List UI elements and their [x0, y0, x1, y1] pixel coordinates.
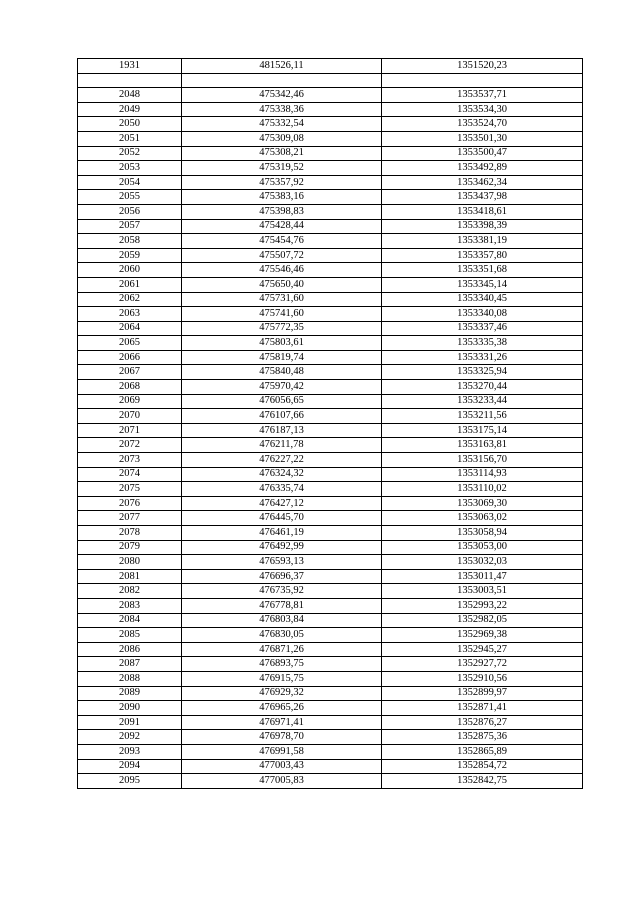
- table-row: [78, 131, 583, 146]
- y-coordinate-cell: 1353175,14: [382, 423, 583, 438]
- table-row: [78, 744, 583, 759]
- coordinates-table-body: [78, 59, 583, 789]
- table-row: [78, 598, 583, 613]
- x-coordinate-cell: 476593,13: [182, 555, 382, 570]
- table-row: [78, 540, 583, 555]
- x-coordinate-cell: 475332,54: [182, 117, 382, 132]
- x-coordinate-cell: 475803,61: [182, 336, 382, 351]
- y-coordinate-cell: 1353345,14: [382, 277, 583, 292]
- y-coordinate-cell: 1353534,30: [382, 102, 583, 117]
- x-coordinate-cell: 476991,58: [182, 744, 382, 759]
- y-coordinate-cell: 1353351,68: [382, 263, 583, 278]
- y-coordinate-cell: 1353418,61: [382, 204, 583, 219]
- table-row: [78, 467, 583, 482]
- point-number-cell: 2084: [78, 613, 182, 628]
- point-number-cell: 2051: [78, 131, 182, 146]
- x-coordinate-cell: 476778,81: [182, 598, 382, 613]
- table-row: [78, 453, 583, 468]
- x-coordinate-cell: 475428,44: [182, 219, 382, 234]
- table-row: [78, 438, 583, 453]
- y-coordinate-cell: 1353058,94: [382, 526, 583, 541]
- table-row: [78, 628, 583, 643]
- point-number-cell: 2068: [78, 380, 182, 395]
- y-coordinate-cell: 1353069,30: [382, 496, 583, 511]
- x-coordinate-cell: 476830,05: [182, 628, 382, 643]
- table-row: [78, 365, 583, 380]
- table-row: [78, 204, 583, 219]
- x-coordinate-cell: 477003,43: [182, 759, 382, 774]
- point-number-cell: 2083: [78, 598, 182, 613]
- y-coordinate-cell: 1353398,39: [382, 219, 583, 234]
- y-coordinate-cell: 1353381,19: [382, 234, 583, 249]
- x-coordinate-cell: 475741,60: [182, 307, 382, 322]
- x-coordinate-cell: 475357,92: [182, 175, 382, 190]
- table-row: [78, 307, 583, 322]
- y-coordinate-cell: 1352865,89: [382, 744, 583, 759]
- point-number-cell: 2073: [78, 453, 182, 468]
- y-coordinate-cell: 1353500,47: [382, 146, 583, 161]
- x-coordinate-cell: 476915,75: [182, 671, 382, 686]
- point-number-cell: 2066: [78, 350, 182, 365]
- point-number-cell: 2067: [78, 365, 182, 380]
- table-row: [78, 715, 583, 730]
- y-coordinate-cell: 1353357,80: [382, 248, 583, 263]
- x-coordinate-cell: 476461,19: [182, 526, 382, 541]
- x-coordinate-cell: 475546,46: [182, 263, 382, 278]
- table-row: [78, 336, 583, 351]
- table-row: [78, 496, 583, 511]
- table-row: [78, 161, 583, 176]
- table-row: [78, 774, 583, 789]
- point-number-cell: 2055: [78, 190, 182, 205]
- table-row: [78, 234, 583, 249]
- x-coordinate-cell: 475319,52: [182, 161, 382, 176]
- y-coordinate-cell: 1353437,98: [382, 190, 583, 205]
- y-coordinate-cell: 1352910,56: [382, 671, 583, 686]
- point-number-cell: 2065: [78, 336, 182, 351]
- y-coordinate-cell: [382, 73, 583, 88]
- y-coordinate-cell: 1353337,46: [382, 321, 583, 336]
- table-row: [78, 117, 583, 132]
- x-coordinate-cell: 476735,92: [182, 584, 382, 599]
- x-coordinate-cell: 481526,11: [182, 59, 382, 74]
- table-row: [78, 584, 583, 599]
- table-row: [78, 59, 583, 74]
- y-coordinate-cell: 1353063,02: [382, 511, 583, 526]
- y-coordinate-cell: 1352993,22: [382, 598, 583, 613]
- point-number-cell: 2094: [78, 759, 182, 774]
- table-row: [78, 380, 583, 395]
- point-number-cell: [78, 73, 182, 88]
- table-row: [78, 350, 583, 365]
- y-coordinate-cell: 1352875,36: [382, 730, 583, 745]
- x-coordinate-cell: 476871,26: [182, 642, 382, 657]
- x-coordinate-cell: 476056,65: [182, 394, 382, 409]
- table-row: [78, 642, 583, 657]
- table-row: [78, 321, 583, 336]
- y-coordinate-cell: 1353156,70: [382, 453, 583, 468]
- x-coordinate-cell: 476324,32: [182, 467, 382, 482]
- y-coordinate-cell: 1352854,72: [382, 759, 583, 774]
- table-row: [78, 146, 583, 161]
- x-coordinate-cell: 475383,16: [182, 190, 382, 205]
- table-row: [78, 686, 583, 701]
- x-coordinate-cell: 476696,37: [182, 569, 382, 584]
- y-coordinate-cell: 1353537,71: [382, 88, 583, 103]
- point-number-cell: 2059: [78, 248, 182, 263]
- y-coordinate-cell: 1353462,34: [382, 175, 583, 190]
- point-number-cell: 2081: [78, 569, 182, 584]
- point-number-cell: 2077: [78, 511, 182, 526]
- x-coordinate-cell: 475650,40: [182, 277, 382, 292]
- x-coordinate-cell: [182, 73, 382, 88]
- table-row: [78, 511, 583, 526]
- point-number-cell: 2048: [78, 88, 182, 103]
- x-coordinate-cell: 476427,12: [182, 496, 382, 511]
- point-number-cell: 2058: [78, 234, 182, 249]
- point-number-cell: 2069: [78, 394, 182, 409]
- y-coordinate-cell: 1352871,41: [382, 701, 583, 716]
- table-row: [78, 657, 583, 672]
- table-row: [78, 526, 583, 541]
- x-coordinate-cell: 475398,83: [182, 204, 382, 219]
- x-coordinate-cell: 476445,70: [182, 511, 382, 526]
- point-number-cell: 2062: [78, 292, 182, 307]
- y-coordinate-cell: 1352899,97: [382, 686, 583, 701]
- point-number-cell: 2075: [78, 482, 182, 497]
- point-number-cell: 2064: [78, 321, 182, 336]
- x-coordinate-cell: 476211,78: [182, 438, 382, 453]
- point-number-cell: 2060: [78, 263, 182, 278]
- x-coordinate-cell: 475840,48: [182, 365, 382, 380]
- y-coordinate-cell: 1352969,38: [382, 628, 583, 643]
- point-number-cell: 2080: [78, 555, 182, 570]
- y-coordinate-cell: 1353335,38: [382, 336, 583, 351]
- point-number-cell: 2071: [78, 423, 182, 438]
- point-number-cell: 2089: [78, 686, 182, 701]
- y-coordinate-cell: 1353524,70: [382, 117, 583, 132]
- y-coordinate-cell: 1353114,93: [382, 467, 583, 482]
- table-row: [78, 190, 583, 205]
- point-number-cell: 2086: [78, 642, 182, 657]
- y-coordinate-cell: 1353340,45: [382, 292, 583, 307]
- table-row: [78, 482, 583, 497]
- x-coordinate-cell: 476893,75: [182, 657, 382, 672]
- table-row: [78, 175, 583, 190]
- x-coordinate-cell: 476978,70: [182, 730, 382, 745]
- table-row: [78, 88, 583, 103]
- point-number-cell: 2090: [78, 701, 182, 716]
- point-number-cell: 2061: [78, 277, 182, 292]
- x-coordinate-cell: 475454,76: [182, 234, 382, 249]
- x-coordinate-cell: 475309,08: [182, 131, 382, 146]
- x-coordinate-cell: 476335,74: [182, 482, 382, 497]
- table-row: [78, 423, 583, 438]
- y-coordinate-cell: 1351520,23: [382, 59, 583, 74]
- table-row: [78, 394, 583, 409]
- x-coordinate-cell: 475970,42: [182, 380, 382, 395]
- point-number-cell: 2050: [78, 117, 182, 132]
- point-number-cell: 2088: [78, 671, 182, 686]
- x-coordinate-cell: 476929,32: [182, 686, 382, 701]
- table-row: [78, 277, 583, 292]
- coordinates-table: [77, 58, 583, 789]
- point-number-cell: 2095: [78, 774, 182, 789]
- y-coordinate-cell: 1353011,47: [382, 569, 583, 584]
- y-coordinate-cell: 1353233,44: [382, 394, 583, 409]
- point-number-cell: 2072: [78, 438, 182, 453]
- y-coordinate-cell: 1353492,89: [382, 161, 583, 176]
- x-coordinate-cell: 475338,36: [182, 102, 382, 117]
- point-number-cell: 2056: [78, 204, 182, 219]
- table-row: [78, 613, 583, 628]
- point-number-cell: 2074: [78, 467, 182, 482]
- y-coordinate-cell: 1352945,27: [382, 642, 583, 657]
- x-coordinate-cell: 476803,84: [182, 613, 382, 628]
- point-number-cell: 2049: [78, 102, 182, 117]
- x-coordinate-cell: 476227,22: [182, 453, 382, 468]
- y-coordinate-cell: 1353501,30: [382, 131, 583, 146]
- table-row: [78, 730, 583, 745]
- point-number-cell: 2087: [78, 657, 182, 672]
- x-coordinate-cell: 476187,13: [182, 423, 382, 438]
- table-row: [78, 671, 583, 686]
- table-row: [78, 555, 583, 570]
- point-number-cell: 2063: [78, 307, 182, 322]
- y-coordinate-cell: 1352876,27: [382, 715, 583, 730]
- point-number-cell: 2082: [78, 584, 182, 599]
- point-number-cell: 2057: [78, 219, 182, 234]
- point-number-cell: 1931: [78, 59, 182, 74]
- y-coordinate-cell: 1353053,00: [382, 540, 583, 555]
- point-number-cell: 2054: [78, 175, 182, 190]
- x-coordinate-cell: 477005,83: [182, 774, 382, 789]
- y-coordinate-cell: 1353270,44: [382, 380, 583, 395]
- point-number-cell: 2091: [78, 715, 182, 730]
- y-coordinate-cell: 1352982,05: [382, 613, 583, 628]
- x-coordinate-cell: 476107,66: [182, 409, 382, 424]
- x-coordinate-cell: 476971,41: [182, 715, 382, 730]
- y-coordinate-cell: 1352927,72: [382, 657, 583, 672]
- table-row: [78, 263, 583, 278]
- y-coordinate-cell: 1353110,02: [382, 482, 583, 497]
- table-row: [78, 292, 583, 307]
- point-number-cell: 2085: [78, 628, 182, 643]
- y-coordinate-cell: 1353003,51: [382, 584, 583, 599]
- x-coordinate-cell: 475342,46: [182, 88, 382, 103]
- point-number-cell: 2093: [78, 744, 182, 759]
- point-number-cell: 2070: [78, 409, 182, 424]
- y-coordinate-cell: 1353032,03: [382, 555, 583, 570]
- y-coordinate-cell: 1353340,08: [382, 307, 583, 322]
- y-coordinate-cell: 1353163,81: [382, 438, 583, 453]
- x-coordinate-cell: 475731,60: [182, 292, 382, 307]
- table-row: [78, 759, 583, 774]
- point-number-cell: 2076: [78, 496, 182, 511]
- x-coordinate-cell: 475308,21: [182, 146, 382, 161]
- table-row: [78, 73, 583, 88]
- y-coordinate-cell: 1352842,75: [382, 774, 583, 789]
- x-coordinate-cell: 475772,35: [182, 321, 382, 336]
- point-number-cell: 2053: [78, 161, 182, 176]
- y-coordinate-cell: 1353331,26: [382, 350, 583, 365]
- table-row: [78, 219, 583, 234]
- table-row: [78, 248, 583, 263]
- x-coordinate-cell: 476965,26: [182, 701, 382, 716]
- x-coordinate-cell: 476492,99: [182, 540, 382, 555]
- point-number-cell: 2092: [78, 730, 182, 745]
- table-row: [78, 701, 583, 716]
- table-row: [78, 102, 583, 117]
- x-coordinate-cell: 475507,72: [182, 248, 382, 263]
- table-row: [78, 409, 583, 424]
- y-coordinate-cell: 1353211,56: [382, 409, 583, 424]
- y-coordinate-cell: 1353325,94: [382, 365, 583, 380]
- point-number-cell: 2079: [78, 540, 182, 555]
- x-coordinate-cell: 475819,74: [182, 350, 382, 365]
- point-number-cell: 2078: [78, 526, 182, 541]
- point-number-cell: 2052: [78, 146, 182, 161]
- table-row: [78, 569, 583, 584]
